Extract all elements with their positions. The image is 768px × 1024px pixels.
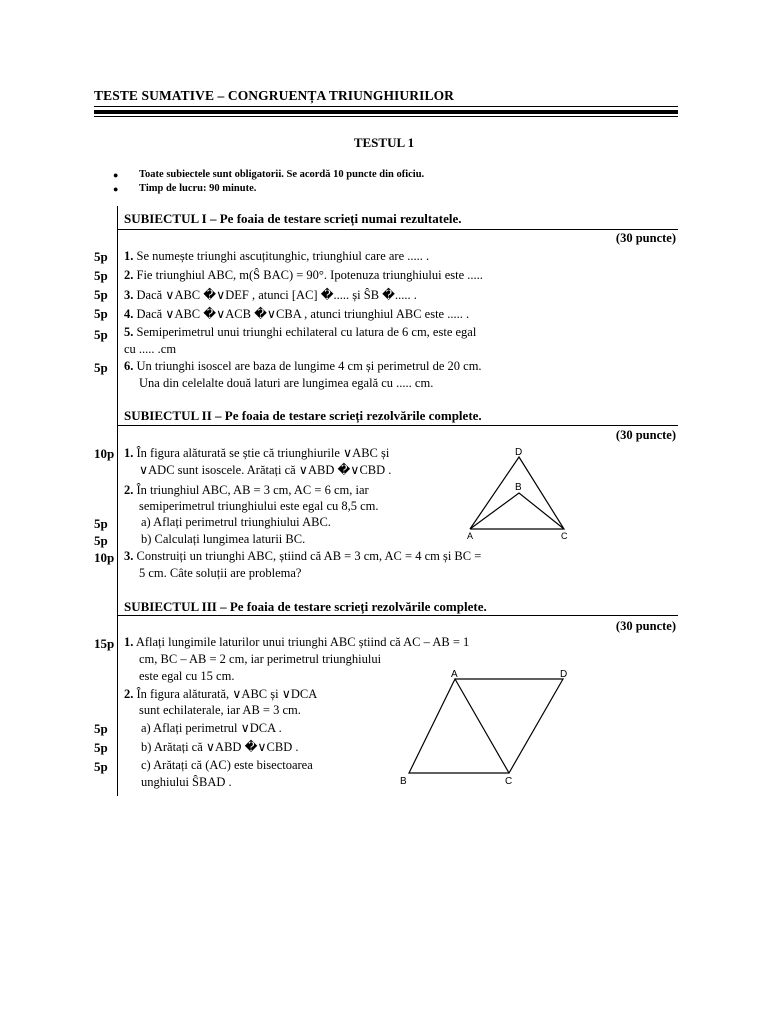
- score-label: 10p: [94, 446, 115, 461]
- section-1-title: SUBIECTUL I – Pe foaia de testare scrieți numai rezultatele.: [124, 211, 462, 226]
- question-2: 2. Fie triunghiul ABC, m(Ŝ BAC) = 90°. Ipotenuza triunghiului este .....: [124, 268, 483, 282]
- question-4: 4. Dacă ∨ABC �∨ACB �∨CBA , atunci triunghiul ABC este ..... .: [124, 307, 470, 321]
- figure-label-a: A: [451, 669, 458, 680]
- s3-question-1: 1. Aflați lungimile laturilor unui triunghi ABC știind că AC – AB = 1: [124, 635, 470, 649]
- table-left-border: [117, 206, 118, 796]
- s2-question-2a: a) Aflați perimetrul triunghiului ABC.: [141, 515, 331, 529]
- score-label: 5p: [94, 533, 108, 548]
- score-label: 5p: [94, 306, 108, 321]
- s3-question-2c: c) Arătați că (AC) este bisectoarea: [141, 758, 313, 772]
- question-6-cont: Una din celelalte două laturi are lungimea egală cu ..... cm.: [139, 376, 434, 390]
- header-rule-thin: [94, 106, 678, 107]
- figure-label-d: D: [515, 447, 523, 458]
- score-label: 5p: [94, 268, 108, 283]
- section-divider: [117, 425, 678, 426]
- figure-label-a: A: [467, 531, 474, 541]
- score-label: 10p: [94, 550, 115, 565]
- section-1-points: (30 puncte): [615, 231, 676, 245]
- question-3: 3. Dacă ∨ABC �∨DEF , atunci [AC] �..... și ŜB �..... .: [124, 288, 417, 302]
- score-label: 5p: [94, 759, 108, 774]
- s3-question-1-cont2: este egal cu 15 cm.: [139, 669, 235, 683]
- figure-label-c: C: [505, 776, 513, 787]
- document-header: TESTE SUMATIVE – CONGRUENȚA TRIUNGHIURILOR: [94, 88, 455, 103]
- section-divider: [117, 229, 678, 230]
- figure-label-d: D: [560, 669, 568, 680]
- s2-question-3-cont: 5 cm. Câte soluții are problema?: [139, 566, 302, 580]
- figure-triangles-abcd: [460, 445, 580, 541]
- instructions-list: [113, 168, 424, 196]
- s2-question-3: 3. Construiți un triunghi ABC, știind că AB = 3 cm, AC = 4 cm și BC =: [124, 549, 482, 563]
- bullet-icon: ●: [113, 184, 119, 194]
- score-label: 15p: [94, 636, 115, 651]
- test-title: TESTUL 1: [353, 135, 415, 150]
- figure-label-b: B: [515, 482, 522, 493]
- s2-question-1: 1. În figura alăturată se știe că triunghiurile ∨ABC și: [124, 446, 390, 460]
- s3-question-2a: a) Aflați perimetrul ∨DCA .: [141, 721, 282, 735]
- figure-label-b: B: [400, 776, 407, 787]
- section-3-title: SUBIECTUL III – Pe foaia de testare scrieți rezolvările complete.: [124, 599, 487, 614]
- header-rule-thin-2: [94, 116, 678, 117]
- figure-rhombus-abcd: [395, 665, 585, 790]
- s2-question-2-cont: semiperimetrul triunghiului este egal cu 8,5 cm.: [139, 499, 379, 513]
- section-3-points: (30 puncte): [615, 619, 676, 633]
- score-label: 5p: [94, 327, 108, 342]
- s3-question-2-cont: sunt echilaterale, iar AB = 3 cm.: [139, 703, 301, 717]
- s2-question-2b: b) Calculați lungimea laturii BC.: [141, 532, 306, 546]
- section-2-title: SUBIECTUL II – Pe foaia de testare scrieți rezolvările complete.: [124, 408, 482, 423]
- score-label: 5p: [94, 721, 108, 736]
- instruction-item: ● Timp de lucru: 90 minute.: [113, 183, 257, 194]
- score-label: 5p: [94, 360, 108, 375]
- header-rule-thick: [94, 110, 678, 114]
- score-label: 5p: [94, 740, 108, 755]
- s2-question-1-cont: ∨ADC sunt isoscele. Arătați că ∨ABD �∨CBD .: [139, 463, 392, 477]
- question-5-cont: cu ..... .cm: [124, 342, 177, 356]
- s3-question-2: 2. În figura alăturată, ∨ABC și ∨DCA: [124, 687, 318, 701]
- s3-question-2c-cont: unghiului ŜBAD .: [141, 775, 232, 789]
- bullet-icon: ●: [113, 170, 119, 180]
- section-divider: [117, 615, 678, 616]
- s2-question-2: 2. În triunghiul ABC, AB = 3 cm, AC = 6 cm, iar: [124, 483, 369, 497]
- question-5: 5. Semiperimetrul unui triunghi echilateral cu latura de 6 cm, este egal: [124, 325, 477, 339]
- score-label: 5p: [94, 249, 108, 264]
- instruction-item: ● Toate subiectele sunt obligatorii. Se acordă 10 puncte din oficiu.: [113, 169, 425, 180]
- figure-label-c: C: [561, 531, 568, 541]
- score-label: 5p: [94, 287, 108, 302]
- question-6: 6. Un triunghi isoscel are baza de lungime 4 cm și perimetrul de 20 cm.: [124, 359, 482, 373]
- s3-question-2b: b) Arătați că ∨ABD �∨CBD .: [141, 740, 299, 754]
- score-label: 5p: [94, 516, 108, 531]
- section-2-points: (30 puncte): [615, 428, 676, 442]
- s3-question-1-cont: cm, BC – AB = 2 cm, iar perimetrul triunghiului: [139, 652, 382, 666]
- question-1: 1. Se numește triunghi ascuțitunghic, triunghiul care are ..... .: [124, 249, 430, 263]
